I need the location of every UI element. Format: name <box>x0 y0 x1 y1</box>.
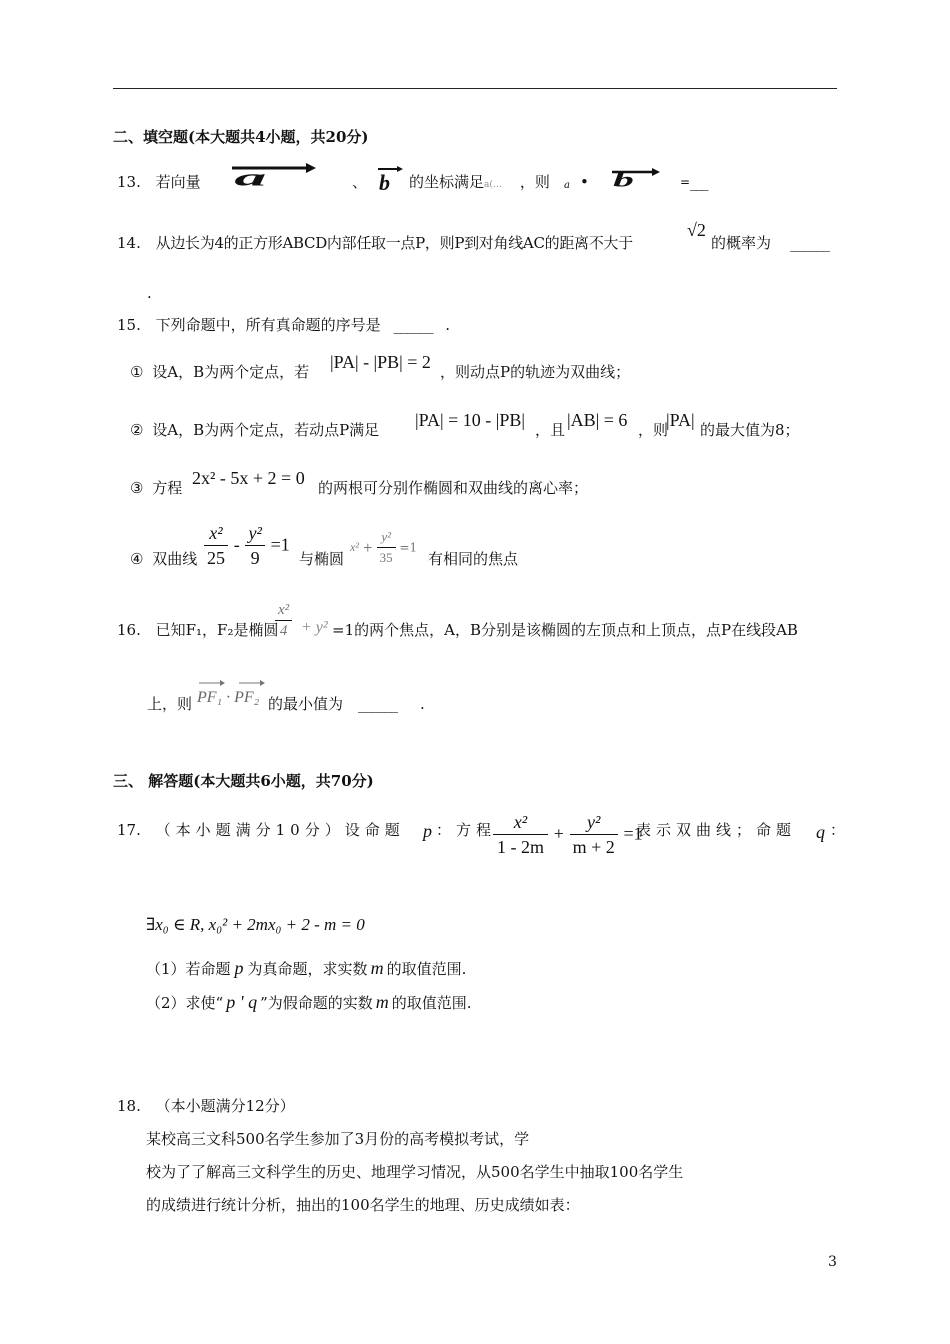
question-number: 16. <box>117 621 141 639</box>
math-abs-pa: |PA| <box>666 410 695 430</box>
math-abs-ab: |AB| = 6 <box>567 410 628 430</box>
option-text: ，且 <box>535 421 566 439</box>
option-mark: ④ <box>130 550 144 568</box>
fraction <box>275 600 292 641</box>
question-18 <box>117 1096 295 1116</box>
part-text: （2）求使“ <box>146 994 224 1012</box>
equals-one: =1 <box>623 823 643 844</box>
minus: - <box>233 534 240 555</box>
plus: + <box>553 823 564 844</box>
part-text: 为真命题，求实数 <box>247 960 368 978</box>
colon: ： <box>830 821 846 839</box>
option-text: 有相同的焦点 <box>428 550 519 568</box>
fraction <box>493 810 548 859</box>
paragraph-line: 某校高三文科500名学生参加了3月份的高考模拟考试，学 <box>146 1130 530 1148</box>
variable-p: p <box>423 821 432 841</box>
question-text: ：方程 <box>436 821 497 839</box>
faint-text: a(… <box>484 180 502 190</box>
vector-b-image-2 <box>610 168 660 192</box>
period: . <box>147 284 152 302</box>
fraction <box>245 521 264 570</box>
option-text: ，则 <box>638 421 669 439</box>
vector-expression: PF₁ · PF₂ <box>197 689 260 706</box>
option-mark: ① <box>130 363 144 381</box>
option-3 <box>130 478 182 498</box>
option-mark: ③ <box>130 479 144 497</box>
answer-blank: ___ <box>690 173 707 191</box>
question-15 <box>117 315 450 335</box>
paragraph-line: 校为了了解高三文科学生的历史、地理学习情况，从500名学生中抽取100名学生 <box>146 1163 684 1181</box>
variable-m: m <box>370 958 384 978</box>
vector-b-image <box>375 165 405 193</box>
option-text: 方程 <box>152 479 183 497</box>
question-14 <box>117 233 633 253</box>
question-13 <box>117 172 201 192</box>
part-text: 的取值范围. <box>391 994 472 1012</box>
vector-b-letter: b <box>613 168 634 192</box>
vector-arrow-icon <box>375 165 405 193</box>
fraction <box>570 810 618 859</box>
variable-m: m <box>375 992 389 1012</box>
hyperbola-condition <box>493 810 643 859</box>
question-number: 18. <box>117 1097 141 1115</box>
option-text: 的两根可分别作椭圆和双曲线的离心率； <box>318 479 589 497</box>
math-abs-diff: |PA| - |PB| = 2 <box>330 352 431 372</box>
question-text: 上，则 <box>147 695 193 713</box>
denominator: 25 <box>207 548 225 568</box>
question-17 <box>117 820 405 840</box>
question-text <box>409 172 550 195</box>
option-text: 设A，B为两个定点，若动点P满足 <box>152 421 380 439</box>
question-number: 13. <box>117 173 141 191</box>
denominator: m + 2 <box>572 837 615 857</box>
numerator: y² <box>377 527 396 548</box>
option-text: 的最大值为8； <box>700 421 800 439</box>
vector-a-image <box>228 163 316 201</box>
equals-one: =1 <box>270 534 290 555</box>
proposition-q-expression: ∃x₀ ∈ R, x₀² + 2mx₀ + 2 - m = 0 <box>146 915 365 934</box>
numerator: y² <box>245 521 264 546</box>
answer-blank: ______ <box>393 316 433 334</box>
question-text: 已知F₁，F₂是椭圆 <box>155 621 279 639</box>
sqrt-2: √2 <box>687 220 706 240</box>
vector-arrow-icon <box>610 168 660 192</box>
option-1 <box>130 362 309 382</box>
answer-blank: ______ <box>790 234 829 252</box>
page-number: 3 <box>828 1254 837 1270</box>
question-number: 17. <box>117 821 141 839</box>
option-mark: ② <box>130 421 144 439</box>
denominator: 9 <box>250 548 260 568</box>
question-text: （本小题满分10分）设命题 <box>155 821 405 839</box>
numerator: x² <box>493 810 548 835</box>
variable-p: p <box>234 958 244 978</box>
part-text: （1）若命题 <box>146 960 231 978</box>
fraction <box>377 527 396 568</box>
ellipse-equation <box>350 527 417 568</box>
question-text: =1的两个焦点，A，B分别是该椭圆的左顶点和上顶点，点P在线段AB <box>332 621 798 639</box>
question-text: 若向量 <box>155 173 201 191</box>
math-abs-sum: |PA| = 10 - |PB| <box>415 410 525 430</box>
section-title: 二、填空题(本大题共4小题，共20分) <box>113 128 369 146</box>
denominator: 4 <box>279 623 288 639</box>
ellipse-y-term: + y² <box>301 619 328 636</box>
variable-q: q <box>816 822 825 842</box>
numerator: x² <box>275 600 292 621</box>
section-title: 三、 解答题(本大题共6小题，共70分) <box>113 772 374 790</box>
question-text: 的最小值为 <box>268 695 344 713</box>
paragraph-line: 的成绩进行统计分析，抽出的100名学生的地理、历史成绩如表： <box>146 1196 580 1214</box>
equals: = <box>680 175 691 189</box>
equals-one: =1 <box>399 540 418 555</box>
vector-arrow-icon <box>228 163 316 201</box>
denominator: 35 <box>379 550 393 565</box>
option-2 <box>130 420 379 440</box>
separator: 、 <box>352 173 368 191</box>
denominator: 1 - 2m <box>497 837 544 857</box>
small-vector-a: a <box>564 180 570 191</box>
option-4 <box>130 549 197 569</box>
dot-operator: • <box>580 173 589 191</box>
text-segment: ，则 <box>519 173 550 191</box>
period: . <box>445 316 450 334</box>
compound-proposition: p ' q <box>226 992 258 1012</box>
question-number: 15. <box>117 316 141 334</box>
hyperbola-equation <box>204 521 290 570</box>
vector-b-letter: b <box>379 170 390 193</box>
option-text: 设A，B为两个定点，若 <box>152 363 310 381</box>
question-16 <box>117 620 278 640</box>
vector-arrow-icon <box>197 678 269 688</box>
question-number: 14. <box>117 234 141 252</box>
part-text: 的取值范围. <box>386 960 467 978</box>
numerator: y² <box>570 810 618 835</box>
part-1 <box>146 958 466 979</box>
numerator: x² <box>204 521 228 546</box>
answer-blank: ______ <box>358 695 397 713</box>
question-text: 表示双曲线；命题 <box>636 821 797 839</box>
fraction <box>204 521 228 570</box>
header-rule <box>113 88 837 89</box>
part-text: ”为假命题的实数 <box>260 994 373 1012</box>
question-text: 的概率为 <box>711 234 772 252</box>
question-text: 从边长为4的正方形ABCD内部任取一点P，则P到对角线AC的距离不大于 <box>155 234 633 252</box>
term: x² <box>350 540 359 554</box>
plus: + <box>362 540 373 555</box>
text-segment: 的坐标满足 <box>409 173 485 191</box>
ellipse-fraction <box>275 600 292 641</box>
option-text: ，则动点P的轨迹为双曲线； <box>440 363 631 381</box>
question-text: 下列命题中，所有真命题的序号是 <box>155 316 381 334</box>
option-text: 与椭圆 <box>299 550 345 568</box>
vector-product <box>197 678 269 707</box>
option-text: 双曲线 <box>152 550 198 568</box>
period: . <box>420 695 425 713</box>
part-2 <box>146 992 472 1013</box>
math-quadratic: 2x² - 5x + 2 = 0 <box>192 468 305 488</box>
vector-a-letter: a <box>234 163 267 191</box>
question-text: （本小题满分12分） <box>155 1097 295 1115</box>
